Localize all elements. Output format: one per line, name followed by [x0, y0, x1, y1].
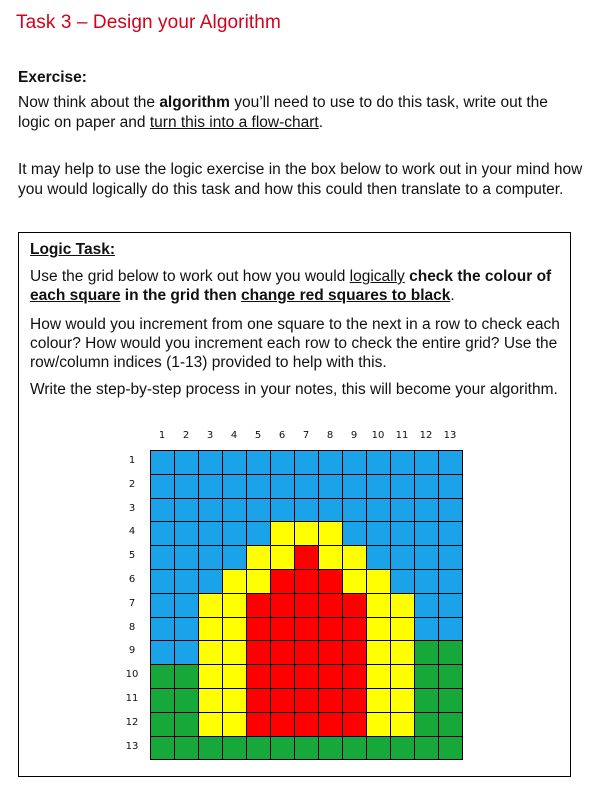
grid-cell: [151, 713, 175, 737]
grid-cell: [391, 522, 415, 546]
grid-cell: [295, 641, 319, 665]
grid-cell: [295, 594, 319, 618]
grid-cell: [319, 451, 343, 475]
grid-cell: [343, 570, 367, 594]
column-index-label: 4: [230, 430, 238, 441]
grid-cell: [343, 689, 367, 713]
grid-cell: [175, 570, 199, 594]
grid-cell: [367, 475, 391, 499]
grid-cell: [367, 594, 391, 618]
column-index-label: 9: [350, 430, 358, 441]
grid-cell: [271, 618, 295, 642]
grid-cell: [223, 641, 247, 665]
grid-cell: [319, 522, 343, 546]
grid-cell: [199, 451, 223, 475]
instr-period: .: [450, 287, 455, 304]
column-index-label: 7: [302, 430, 310, 441]
grid-cell: [271, 522, 295, 546]
grid-cell: [319, 570, 343, 594]
grid-cell: [415, 570, 439, 594]
grid-cell: [343, 618, 367, 642]
grid-cell: [223, 737, 247, 761]
exercise-text-1: Now think about the: [18, 94, 160, 111]
row-index-label: 11: [125, 693, 139, 704]
grid-cell: [319, 618, 343, 642]
grid-cell: [367, 451, 391, 475]
grid-cell: [223, 499, 247, 523]
grid-cell: [199, 713, 223, 737]
grid-cell: [439, 451, 463, 475]
grid-cell: [175, 618, 199, 642]
colour-grid: [150, 450, 463, 760]
grid-cell: [415, 475, 439, 499]
grid-cell: [439, 570, 463, 594]
row-index-label: 4: [128, 526, 136, 538]
grid-cell: [151, 618, 175, 642]
grid-cell: [319, 594, 343, 618]
grid-cell: [439, 522, 463, 546]
grid-cell: [151, 641, 175, 665]
grid-cell: [415, 546, 439, 570]
grid-cell: [271, 475, 295, 499]
page-title: Task 3 – Design your Algorithm: [16, 12, 281, 33]
grid-cell: [223, 689, 247, 713]
row-index-label: 2: [128, 478, 136, 490]
grid-cell: [175, 522, 199, 546]
grid-cell: [151, 499, 175, 523]
grid-cell: [391, 570, 415, 594]
grid-cell: [367, 689, 391, 713]
grid-cell: [367, 570, 391, 594]
row-index-label: 8: [128, 621, 136, 633]
grid-cell: [271, 737, 295, 761]
grid-cell: [175, 499, 199, 523]
grid-cell: [295, 451, 319, 475]
grid-cell: [175, 451, 199, 475]
row-index-label: 10: [125, 669, 139, 681]
grid-cell: [319, 641, 343, 665]
grid-cell: [151, 570, 175, 594]
grid-cell: [439, 475, 463, 499]
grid-cell: [391, 641, 415, 665]
logic-task-title: Logic Task:: [30, 241, 115, 258]
grid-cell: [319, 713, 343, 737]
row-index-label: 3: [128, 502, 136, 514]
grid-cell: [391, 665, 415, 689]
grid-cell: [223, 594, 247, 618]
grid-cell: [247, 665, 271, 689]
grid-cell: [271, 546, 295, 570]
grid-cell: [199, 499, 223, 523]
grid-cell: [295, 713, 319, 737]
grid-cell: [391, 499, 415, 523]
grid-cell: [247, 522, 271, 546]
grid-cell: [415, 665, 439, 689]
grid-cell: [439, 594, 463, 618]
grid-cell: [247, 499, 271, 523]
grid-cell: [343, 499, 367, 523]
row-index-label: 9: [128, 645, 136, 657]
grid-cell: [271, 713, 295, 737]
grid-cell: [223, 475, 247, 499]
grid-cell: [247, 475, 271, 499]
instr-each-square: each square: [30, 287, 121, 304]
grid-cell: [295, 737, 319, 761]
instr-check-colour: check the colour of: [404, 268, 552, 285]
grid-cell: [247, 546, 271, 570]
grid-cell: [367, 641, 391, 665]
grid-cell: [391, 713, 415, 737]
grid-cell: [151, 594, 175, 618]
grid-cell: [151, 451, 175, 475]
grid-cell: [223, 713, 247, 737]
logic-task-questions: How would you increment from one square to the next in a row to check each colour? How would you increment each row to check the entire grid? Use the row/column indices (1-13) provided to help with this.: [30, 316, 560, 371]
grid-cell: [151, 689, 175, 713]
grid-cell: [151, 475, 175, 499]
grid-cell: [415, 641, 439, 665]
instr-text-1: Use the grid below to work out how you would: [30, 268, 350, 285]
column-index-label: 10: [371, 430, 385, 441]
column-index-label: 1: [158, 430, 166, 441]
grid-cell: [367, 713, 391, 737]
grid-cell: [175, 594, 199, 618]
exercise-text-3: .: [318, 114, 324, 131]
grid-cell: [295, 570, 319, 594]
grid-cell: [175, 689, 199, 713]
grid-cell: [151, 665, 175, 689]
grid-cell: [391, 594, 415, 618]
logic-task-instruction: [30, 267, 565, 305]
grid-cell: [199, 689, 223, 713]
grid-cell: [415, 737, 439, 761]
row-index-label: 7: [128, 597, 136, 609]
grid-cell: [271, 451, 295, 475]
grid-cell: [151, 737, 175, 761]
grid-cell: [295, 618, 319, 642]
grid-cell: [439, 499, 463, 523]
grid-cell: [439, 737, 463, 761]
grid-cell: [175, 546, 199, 570]
grid-cell: [367, 499, 391, 523]
grid-cell: [319, 546, 343, 570]
grid-cell: [247, 618, 271, 642]
exercise-flowchart-phrase: turn this into a flow-chart: [149, 114, 319, 131]
grid-cell: [295, 522, 319, 546]
help-text: It may help to use the logic exercise in the box below to work out in your mind how you would logically do this task and how this could then translate to a computer.: [18, 161, 583, 198]
grid-cell: [271, 689, 295, 713]
grid-cell: [151, 546, 175, 570]
grid-cell: [247, 737, 271, 761]
column-index-label: 2: [182, 430, 190, 441]
row-index-label: 1: [128, 455, 136, 466]
grid-cell: [151, 522, 175, 546]
grid-cell: [391, 451, 415, 475]
exercise-label: Exercise:: [18, 69, 87, 86]
grid-cell: [175, 737, 199, 761]
grid-cell: [439, 641, 463, 665]
grid-cell: [271, 499, 295, 523]
grid-cell: [415, 499, 439, 523]
grid-cell: [343, 451, 367, 475]
grid-cell: [295, 499, 319, 523]
row-index-label: 12: [125, 716, 139, 728]
column-index-label: 8: [326, 430, 334, 441]
grid-cell: [367, 618, 391, 642]
grid-cell: [247, 689, 271, 713]
grid-cell: [367, 737, 391, 761]
grid-cell: [199, 546, 223, 570]
grid-cell: [391, 689, 415, 713]
logic-task-notes: Write the step-by-step process in your notes, this will become your algorithm.: [30, 381, 558, 398]
exercise-text: [18, 93, 578, 133]
column-index-label: 6: [278, 430, 286, 441]
grid-cell: [415, 618, 439, 642]
grid-cell: [199, 618, 223, 642]
grid-cell: [343, 713, 367, 737]
grid-cell: [199, 570, 223, 594]
grid-cell: [439, 546, 463, 570]
grid-cell: [175, 475, 199, 499]
grid-cell: [199, 737, 223, 761]
grid-cell: [199, 641, 223, 665]
grid-cell: [199, 475, 223, 499]
grid-cell: [439, 618, 463, 642]
grid-cell: [175, 713, 199, 737]
grid-cell: [343, 641, 367, 665]
grid-cell: [247, 570, 271, 594]
grid-cell: [175, 665, 199, 689]
grid-cell: [343, 522, 367, 546]
column-index-label: 13: [443, 430, 457, 441]
grid-cell: [391, 475, 415, 499]
grid-cell: [271, 570, 295, 594]
grid-cell: [319, 737, 343, 761]
grid-cell: [439, 713, 463, 737]
grid-cell: [295, 665, 319, 689]
instr-change-red: change red squares to black: [241, 287, 451, 304]
grid-cell: [247, 451, 271, 475]
grid-cell: [271, 665, 295, 689]
grid-cell: [199, 594, 223, 618]
grid-cell: [415, 522, 439, 546]
grid-cell: [319, 689, 343, 713]
grid-cell: [295, 546, 319, 570]
row-index-label: 13: [125, 740, 139, 752]
grid-cell: [295, 689, 319, 713]
column-index-label: 3: [206, 430, 214, 441]
grid-cell: [391, 618, 415, 642]
grid-cell: [439, 665, 463, 689]
grid-cell: [271, 641, 295, 665]
grid-cell: [295, 475, 319, 499]
grid-cell: [223, 451, 247, 475]
grid-cell: [367, 665, 391, 689]
grid-cell: [367, 522, 391, 546]
grid-cell: [223, 570, 247, 594]
grid-cell: [343, 665, 367, 689]
column-index-label: 11: [395, 430, 409, 441]
grid-cell: [247, 713, 271, 737]
instr-in-grid: in the grid then: [120, 287, 242, 304]
grid-cell: [415, 594, 439, 618]
grid-cell: [199, 522, 223, 546]
column-index-label: 12: [419, 430, 433, 441]
grid-cell: [223, 522, 247, 546]
grid-cell: [439, 689, 463, 713]
grid-cell: [223, 618, 247, 642]
exercise-text-2: you’ll need to use to do this task, write out the logic on paper and: [18, 94, 548, 131]
grid-cell: [391, 546, 415, 570]
row-index-label: 5: [128, 550, 136, 562]
grid-cell: [247, 594, 271, 618]
grid-cell: [223, 546, 247, 570]
grid-cell: [319, 475, 343, 499]
grid-cell: [247, 641, 271, 665]
grid-cell: [319, 665, 343, 689]
grid-cell: [343, 594, 367, 618]
row-index-label: 6: [128, 574, 136, 585]
grid-cell: [343, 737, 367, 761]
grid-cell: [391, 737, 415, 761]
grid-cell: [175, 641, 199, 665]
column-index-label: 5: [254, 430, 262, 441]
grid-cell: [415, 713, 439, 737]
instr-logically: logically: [349, 268, 405, 285]
grid-cell: [343, 475, 367, 499]
grid-cell: [223, 665, 247, 689]
grid-cell: [415, 451, 439, 475]
grid-cell: [199, 665, 223, 689]
grid-cell: [271, 594, 295, 618]
exercise-algorithm-word: algorithm: [159, 94, 230, 111]
grid-cell: [415, 689, 439, 713]
grid-cell: [367, 546, 391, 570]
grid-cell: [319, 499, 343, 523]
grid-cell: [343, 546, 367, 570]
